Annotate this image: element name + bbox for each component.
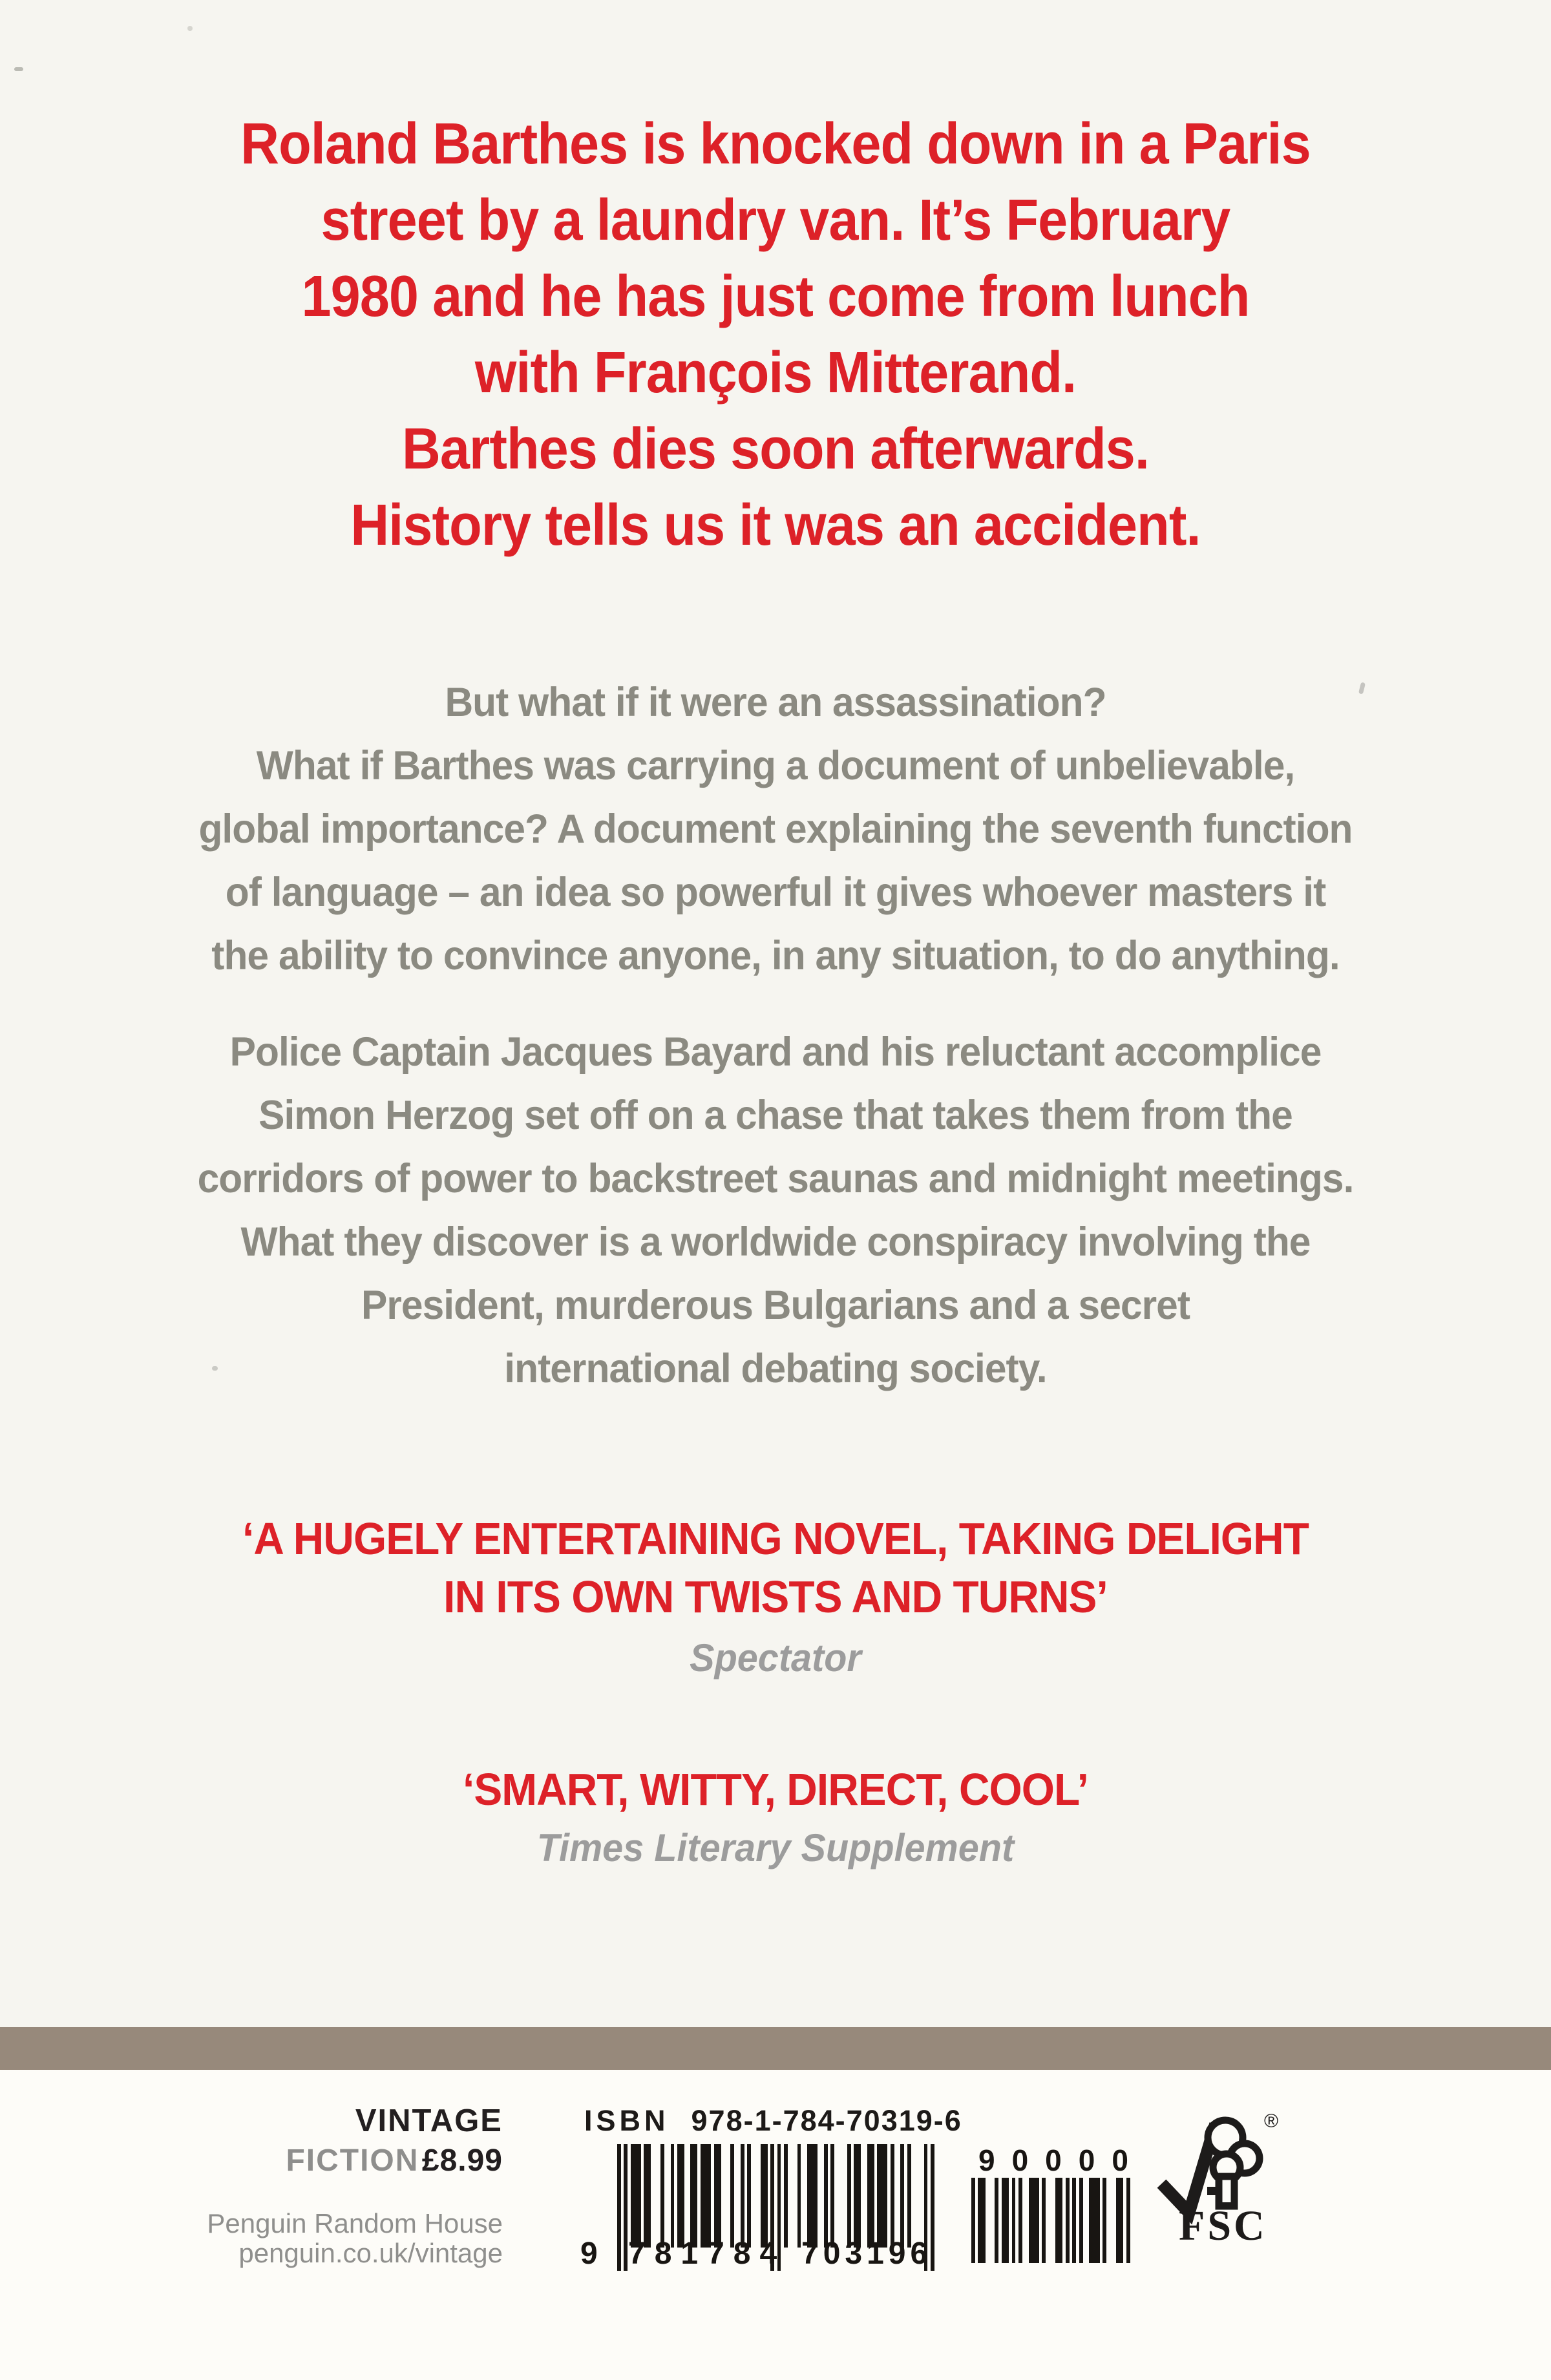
imprint-block [286, 2101, 503, 2187]
synopsis-line: the ability to convince anyone, in any situation, to do anything. [211, 933, 1340, 978]
synopsis-line: global importance? A document explaining the seventh function [198, 806, 1353, 852]
review-quote-2 [47, 1760, 1504, 1818]
addon-barcode-bars [971, 2178, 1130, 2263]
synopsis-line: of language – an idea so powerful it gives whoever masters it [225, 870, 1326, 915]
synopsis-line: What if Barthes was carrying a document of unbelievable, [256, 743, 1295, 788]
fsc-tree-icon [1157, 2104, 1292, 2249]
synopsis-line: But what if it were an assassination? [445, 680, 1106, 725]
isbn-line [584, 2104, 962, 2138]
fsc-logo [1157, 2104, 1292, 2249]
synopsis-line: international debating society. [504, 1346, 1047, 1391]
review-quote-line: ‘SMART, WITTY, DIRECT, COOL’ [462, 1764, 1088, 1815]
headline-line: Barthes dies soon afterwards. [402, 417, 1149, 481]
imprint-name: VINTAGE [355, 2103, 503, 2138]
scan-speck [187, 26, 193, 31]
barcode-digit-lead: 9 [580, 2237, 598, 2271]
fsc-label: FSC [1179, 2202, 1267, 2249]
synopsis-paragraph-1 [31, 671, 1520, 987]
registered-mark: ® [1264, 2111, 1279, 2132]
headline-line: Roland Barthes is knocked down in a Paris [240, 112, 1311, 176]
review-quote-line: ‘A HUGELY ENTERTAINING NOVEL, TAKING DELIGHT [242, 1513, 1309, 1564]
synopsis-line: Police Captain Jacques Bayard and his reluctant accomplice [229, 1029, 1322, 1075]
publisher-website: penguin.co.uk/vintage [238, 2238, 503, 2268]
price-label: £8.99 [421, 2143, 503, 2178]
review-quote-1 [47, 1510, 1504, 1626]
synopsis-line: What they discover is a worldwide conspiracy involving the [240, 1219, 1311, 1265]
divider-band [0, 2027, 1551, 2070]
publisher-block [207, 2209, 503, 2268]
headline-blurb [62, 106, 1489, 563]
synopsis-line: President, murderous Bulgarians and a secret [361, 1283, 1190, 1328]
isbn-number: 978-1-784-70319-6 [691, 2104, 962, 2137]
synopsis-paragraph-2 [31, 1020, 1520, 1400]
scan-speck [14, 67, 23, 71]
publisher-name: Penguin Random House [207, 2208, 503, 2238]
barcode-digits-left: 781784 [628, 2237, 786, 2271]
headline-line: street by a laundry van. It’s February [321, 188, 1230, 253]
category-label: FICTION [286, 2143, 419, 2178]
review-quote-line: IN ITS OWN TWISTS AND TURNS’ [443, 1572, 1108, 1622]
synopsis-line: Simon Herzog set off on a chase that takes them from the [258, 1093, 1292, 1138]
synopsis-line: corridors of power to backstreet saunas and midnight meetings. [197, 1156, 1354, 1201]
headline-line: 1980 and he has just come from lunch [301, 264, 1250, 329]
barcode-addon-text: 90000 [978, 2143, 1145, 2177]
review-source-2: Times Literary Supplement [536, 1826, 1015, 1869]
headline-line: with François Mitterand. [474, 341, 1077, 405]
review-source-1: Spectator [690, 1636, 861, 1680]
headline-line: History tells us it was an accident. [350, 493, 1201, 558]
isbn-label: ISBN [584, 2104, 670, 2137]
barcode-digits-right: 703196 [801, 2237, 933, 2271]
